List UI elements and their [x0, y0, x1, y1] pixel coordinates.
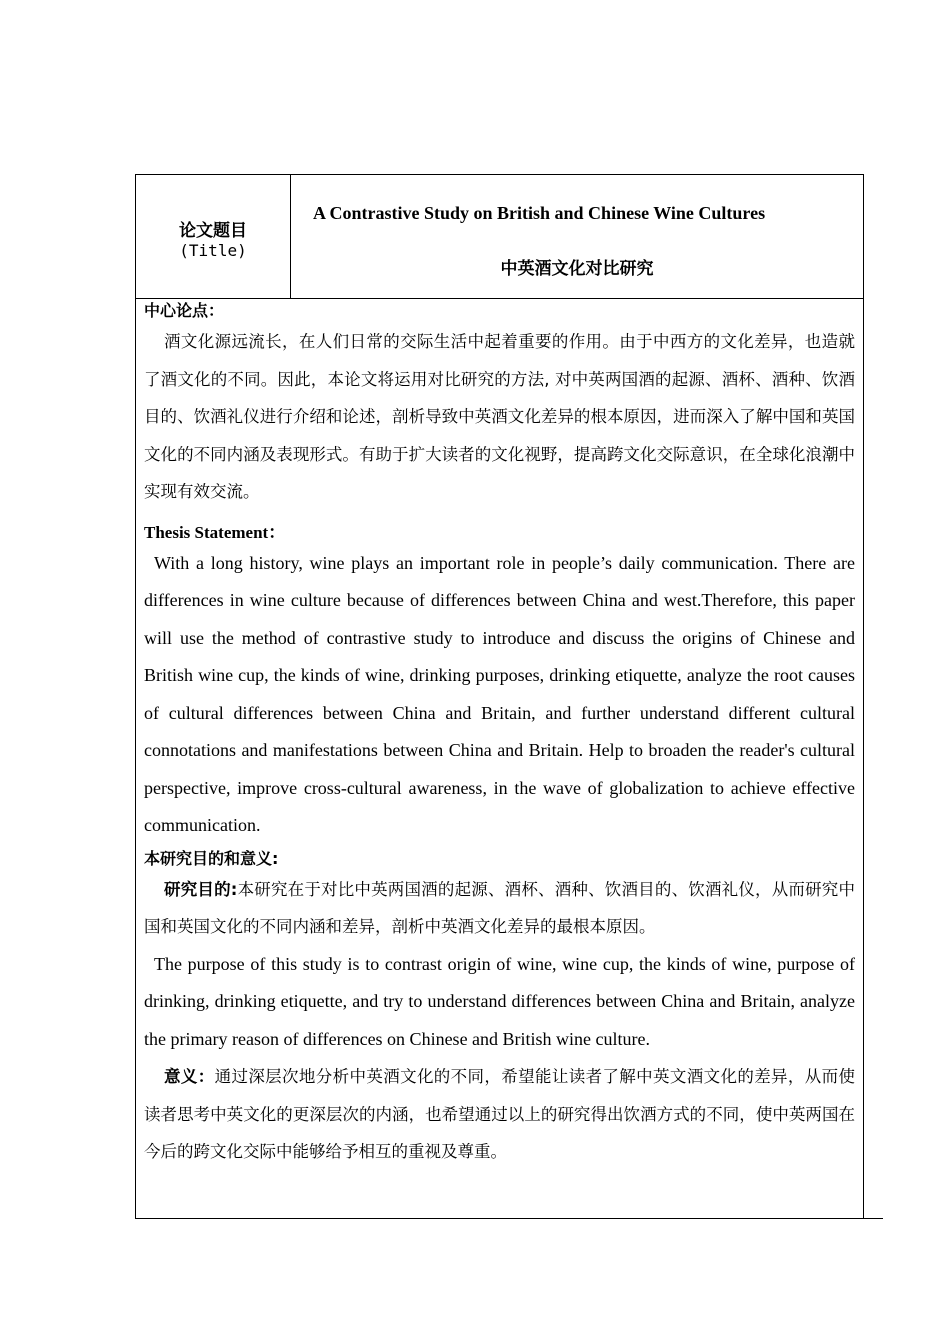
title-label-cell	[136, 175, 291, 298]
aim-label: 研究目的:	[164, 879, 238, 899]
aim-paragraph-en: The purpose of this study is to contrast origin of wine, wine cup, the kinds of wine, purpose of drinking, drinking etiquette, and try to understand differences between China and Britain, analyze the primary reason of differences on Chinese and British wine culture.	[144, 953, 855, 1049]
meaning-text: 通过深层次地分析中英酒文化的不同，希望能让读者了解中英文酒文化的差异，从而使读者思考中英文化的更深层次的内涵，也希望通过以上的研究得出饮酒方式的不同，使中英两国在今后的跨文化交际中能够给予相互的重视及尊重。	[144, 1067, 856, 1161]
thesis-heading-cn: 中心论点：	[144, 301, 225, 320]
title-row	[136, 175, 863, 299]
thesis-text-en: With a long history, wine plays an important role in people’s daily communication. There are differences in wine culture because of differences between China and west.Therefore, this paper will use the method of contrastive study to introduce and discuss the origins of Chinese and British wine cup, the kinds of wine, drinking purposes, drinking etiquette, analyze the root causes of cultural differences between China and Britain, and further understand different cultural connotations and manifestations between China and Britain. Help to broaden the reader's cultural perspective, improve cross-cultural awareness, in the wave of globalization to achieve effective communication.	[144, 552, 855, 835]
aim-text: 本研究在于对比中英两国酒的起源、酒杯、酒种、饮酒目的、饮酒礼仪，从而研究中国和英国文化的不同内涵和差异，剖析中英酒文化差异的最根本原因。	[144, 879, 855, 936]
aim-paragraph-cn	[144, 871, 855, 946]
thesis-title-en: A Contrastive Study on British and Chinese Wine Cultures	[313, 203, 766, 223]
meaning-paragraph	[144, 1058, 855, 1171]
thesis-title-cn: 中英酒文化对比研究	[500, 259, 654, 279]
title-label-cn: 论文题目	[179, 221, 247, 241]
thesis-heading-en: Thesis Statement：	[144, 522, 286, 542]
content-cell	[144, 299, 855, 1171]
title-label-en: (Title)	[179, 241, 247, 260]
purpose-heading: 本研究目的和意义:	[144, 848, 279, 868]
table-edge-line	[863, 1218, 883, 1219]
meaning-label: 意义：	[164, 1067, 215, 1086]
proposal-table	[135, 174, 864, 1219]
thesis-text-cn: 酒文化源远流长，在人们日常的交际生活中起着重要的作用。由于中西方的文化差异，也造就了酒文化的不同。因此，本论文将运用对比研究的方法, 对中英两国酒的起源、酒杯、酒种、饮酒目的、饮酒礼仪进行介绍和论述，剖析导致中英酒文化差异的根本原因，进而深入了解中国和英国文化的不同内涵及表现形式。有助于扩大读者的文化视野，提高跨文化交际意识，在全球化浪潮中实现有效交流。	[144, 332, 855, 501]
